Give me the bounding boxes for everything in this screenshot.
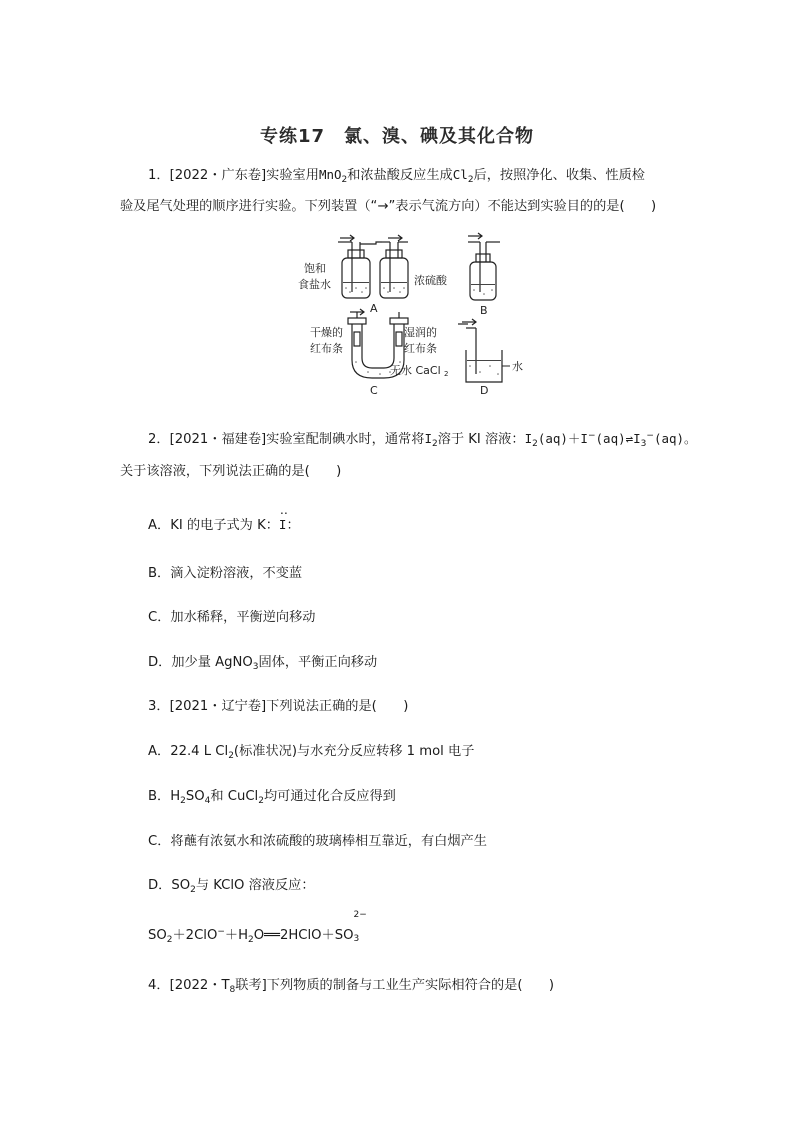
label-wet-2: 红布条 bbox=[404, 342, 437, 355]
label-dry-1: 干燥的 bbox=[310, 326, 343, 339]
question-1-line-1: 1．[2022・广东卷]实验室用MnO$_2$和浓盐酸反应生成$Cl_2$后，按照净化、收集、性质检 bbox=[148, 167, 645, 185]
question-1-line-2: 验及尾气处理的顺序进行实验。下列装置（“→”表示气流方向）不能达到实验目的的是( ) bbox=[120, 199, 657, 214]
q3-option-c: C．将蘸有浓氨水和浓硫酸的玻璃棒相互靠近，有白烟产生 bbox=[148, 834, 487, 849]
q3-option-a: A．22.4 L $Cl_2$(标准状况)与水充分反应转移 1 mol 电子 bbox=[148, 744, 475, 761]
label-a: A bbox=[370, 302, 378, 315]
q1-text-c: 后，按照净化、收集、性质检 bbox=[473, 168, 645, 183]
label-saturated: 饱和 bbox=[304, 262, 326, 275]
q2-option-b: B．滴入淀粉溶液，不变蓝 bbox=[148, 566, 303, 581]
question-3-line-1: 3．[2021・辽宁卷]下列说法正确的是( ) bbox=[148, 699, 409, 714]
label-saltwater: 食盐水 bbox=[298, 278, 331, 291]
label-wet-1: 湿润的 bbox=[404, 326, 437, 339]
label-cacl2: 无水 CaCl bbox=[390, 364, 441, 377]
q2-option-a: A．KI 的电子式为 K： ‥ I： bbox=[148, 503, 300, 533]
q1-text-b: 和浓盐酸反应生成 bbox=[347, 168, 453, 183]
question-2-line-1: 2．[2021・福建卷]实验室配制碘水时，通常将$I_2$溶于 KI 溶液：$I_2(aq)+I^-(aq)\rightleftharpoons I_3^-(aq)$。 bbox=[148, 431, 697, 449]
apparatus-figure bbox=[290, 232, 550, 400]
q3-equation: $SO_2+2ClO^-+H_2O══2HClO+SO$ 2− 3 bbox=[148, 910, 367, 945]
q2-option-c: C．加水稀释，平衡逆向移动 bbox=[148, 610, 316, 625]
question-4-line-1: 4．[2022・$T_8$联考]下列物质的制备与工业生产实际相符合的是( ) bbox=[148, 978, 555, 995]
label-b: B bbox=[480, 304, 488, 317]
question-2-line-2: 关于该溶液，下列说法正确的是( ) bbox=[120, 464, 342, 479]
label-water: 水 bbox=[512, 360, 523, 373]
label-c: C bbox=[370, 384, 378, 397]
label-conc-h2so4: 浓硫酸 bbox=[414, 274, 447, 287]
page-title: 专练17 氯、溴、碘及其化合物 bbox=[259, 126, 535, 147]
q1-cl2: Cl bbox=[452, 167, 468, 182]
q3-option-b: B．$H_2SO_4$和 CuCl$_2$均可通过化合反应得到 bbox=[148, 789, 396, 806]
q1-mno2: MnO bbox=[318, 167, 342, 182]
label-d: D bbox=[480, 384, 489, 397]
q2-option-d: D．加少量 AgNO$_3$固体，平衡正向移动 bbox=[148, 655, 378, 672]
q3-option-d: D．$SO_2$与 KClO 溶液反应： bbox=[148, 878, 315, 895]
label-dry-2: 红布条 bbox=[310, 342, 343, 355]
svg-text:2: 2 bbox=[444, 370, 449, 378]
q1-text-a: 1．[2022・广东卷]实验室用 bbox=[148, 168, 319, 183]
